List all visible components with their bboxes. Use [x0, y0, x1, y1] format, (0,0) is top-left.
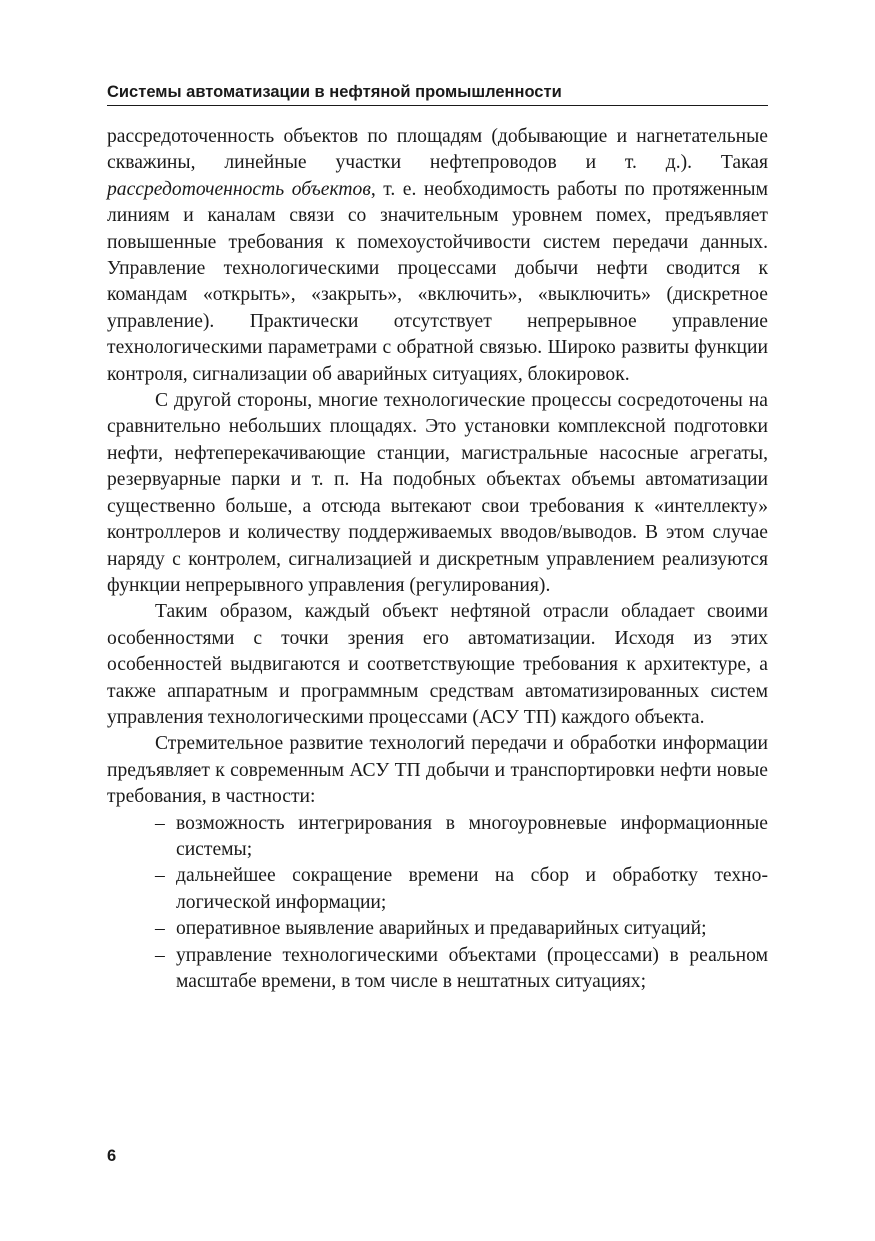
list-item-text: дальнейшее сокращение времени на сбор и обработку технологической информации;	[176, 865, 768, 913]
list-item-text: возможность интегрирования в многоуровневые информационные системы;	[176, 812, 768, 860]
page-number: 6	[107, 1147, 117, 1165]
list-item	[107, 916, 768, 942]
paragraph-text: рассредоточенность объектов по площадям (добывающие и нагнетательные скважины, линейные участки нефтепроводов и т. д.). Такая	[107, 126, 768, 174]
running-head: Системы автоматизации в нефтяной промышленности	[107, 83, 562, 101]
list-item	[107, 863, 768, 916]
paragraph: Стремительное развитие технологий передачи и обработки информации предъявляет к современным АСУ ТП добычи и транспортировки нефти новые требования, в частности:	[107, 733, 768, 808]
header-rule	[107, 105, 768, 106]
requirements-list	[107, 811, 768, 996]
paragraph: С другой стороны, многие технологические процессы сосредоточены на сравнительно небольших площадях. Это установки комплексной подготовки нефти, нефтеперекачивающие станции, магистральные насосные агрегаты, резервуарные парки и т. п. На подобных объектах объемы автоматизации существенно больше, а отсюда вытекают свои требования к «интеллекту» контроллеров и количеству поддерживаемых вводов/выводов. В этом случае наряду с контролем, сигнализацией и дискретным управлением реализуются функции непрерывного управления (регулирования).	[107, 390, 768, 596]
italic-term: рассредоточенность объектов	[107, 178, 371, 200]
paragraph-continued	[107, 124, 768, 388]
list-item-text: оперативное выявление аварийных и предаварийных ситуаций;	[176, 918, 707, 940]
list-item	[107, 943, 768, 996]
dash-marker: –	[155, 865, 165, 887]
paragraph: Таким образом, каждый объект нефтяной отрасли обладает своими особенностями с точки зрения его автоматизации. Исходя из этих особенностей выдвигаются и соответствующие требования к архитектуре, а также аппаратным и программным средствам автоматизированных систем управления технологическими процессами (АСУ ТП) каждого объекта.	[107, 601, 768, 728]
dash-marker: –	[155, 918, 165, 940]
list-item	[107, 811, 768, 864]
paragraph-text: , т. е. необходимость работы по протяженным линиям и каналам связи со значительным уровнем помех, предъявляет повышенные требования к помехоустойчивости систем передачи данных. Управление технологическими процессами добычи нефти сводится к командам «открыть», «закрыть», «включить», «выключить» (дискретное управление). Практически отсутствует непрерывное управление технологическими параметрами с обратной связью. Широко развиты функции контроля, сигнализации об аварийных ситуациях, блокировок.	[107, 178, 768, 385]
body-text	[107, 124, 768, 995]
dash-marker: –	[155, 944, 165, 966]
dash-marker: –	[155, 812, 165, 834]
list-item-text: управление технологическими объектами (процессами) в реальном масштабе времени, в том числе в нештатных ситуациях;	[176, 944, 768, 992]
